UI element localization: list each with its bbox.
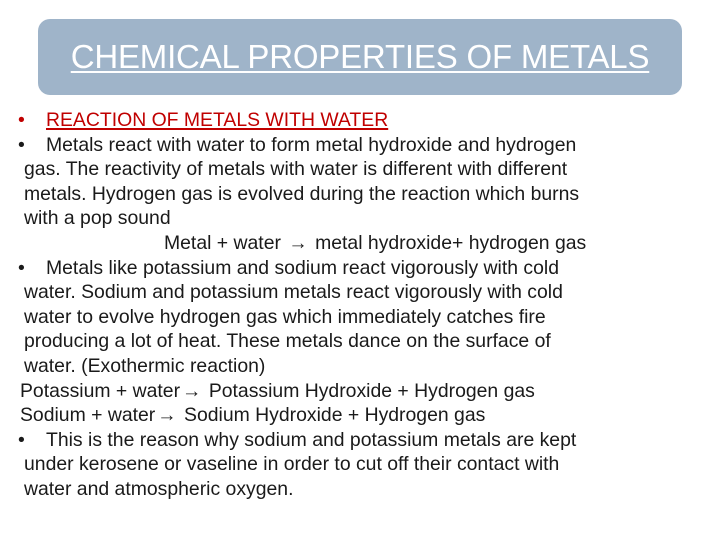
paragraph-3-line-1 bbox=[18, 428, 708, 453]
equation-sodium-water bbox=[18, 403, 708, 428]
paragraph-1-line-4: with a pop sound bbox=[24, 207, 171, 230]
bullet-icon: • bbox=[18, 109, 25, 131]
paragraph-text: Metals like potassium and sodium react vigorously with cold bbox=[46, 256, 559, 279]
arrow-right-icon: → bbox=[157, 404, 177, 427]
bullet-icon: • bbox=[18, 256, 25, 279]
paragraph-2-line-3: water to evolve hydrogen gas which immediately catches fire bbox=[24, 305, 546, 328]
paragraph-text: Metals react with water to form metal hydroxide and hydrogen bbox=[46, 133, 577, 156]
equation-metal-water bbox=[18, 231, 708, 256]
paragraph-1-line-2: gas. The reactivity of metals with water is different with different bbox=[24, 158, 568, 181]
heading-item bbox=[18, 108, 708, 133]
title-banner bbox=[38, 19, 682, 95]
arrow-right-icon: → bbox=[288, 231, 308, 254]
equation-left: Potassium + water bbox=[20, 379, 181, 402]
arrow-right-icon: → bbox=[182, 379, 202, 402]
paragraph-1-line-1 bbox=[18, 133, 708, 158]
paragraph-2-line-4: producing a lot of heat. These metals dance on the surface of bbox=[24, 330, 551, 353]
paragraph-text: This is the reason why sodium and potassium metals are kept bbox=[46, 428, 577, 451]
equation-left: Sodium + water bbox=[20, 404, 156, 427]
paragraph-3-line-3: water and atmospheric oxygen. bbox=[24, 477, 294, 500]
bullet-icon: • bbox=[18, 133, 25, 156]
page-title: CHEMICAL PROPERTIES OF METALS bbox=[70, 38, 650, 75]
paragraph-1-line-3: metals. Hydrogen gas is evolved during the reaction which burns bbox=[24, 182, 580, 205]
paragraph-2-line-5: water. (Exothermic reaction) bbox=[24, 354, 266, 377]
slide-body bbox=[18, 108, 708, 502]
equation-left: Metal + water bbox=[164, 231, 287, 254]
bullet-icon: • bbox=[18, 428, 25, 451]
equation-right: Sodium Hydroxide + Hydrogen gas bbox=[178, 404, 486, 427]
paragraph-2-line-1 bbox=[18, 256, 708, 281]
equation-potassium-water bbox=[18, 379, 708, 404]
paragraph-2-line-2: water. Sodium and potassium metals react vigorously with cold bbox=[24, 281, 563, 304]
equation-right: metal hydroxide+ hydrogen gas bbox=[309, 231, 587, 254]
paragraph-3-line-2: under kerosene or vaseline in order to cut off their contact with bbox=[24, 453, 560, 476]
equation-right: Potassium Hydroxide + Hydrogen gas bbox=[203, 379, 535, 402]
section-heading: REACTION OF METALS WITH WATER bbox=[46, 109, 389, 131]
